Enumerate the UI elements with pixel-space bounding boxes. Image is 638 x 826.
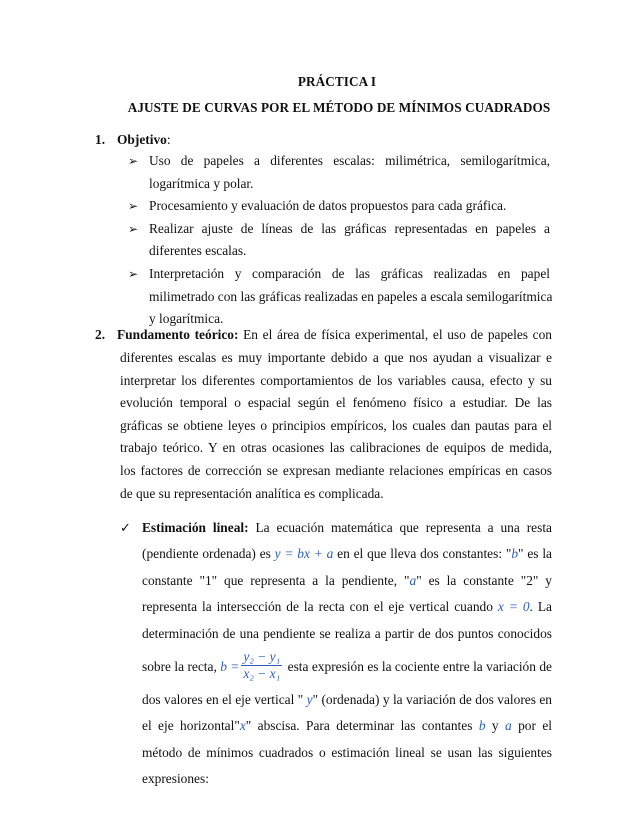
list-item (128, 150, 550, 195)
text-span: representa la intersección de la recta con el eje vertical cuando (142, 599, 498, 615)
symbol-a: a (505, 718, 512, 734)
text-line: determinación de una pendiente se realiza a partir de dos puntos conocidos (142, 625, 552, 641)
text-span: sobre la recta, (142, 659, 221, 675)
section-number: 1. (95, 132, 106, 147)
text-span: el eje horizontal" (142, 718, 240, 734)
text-line: de que su representación analítica es complicada. (120, 485, 384, 501)
text-line (142, 568, 552, 594)
text-span: . La (529, 599, 552, 615)
text-span: por el (511, 718, 552, 734)
text-line (142, 713, 552, 739)
text-span: en el que lleva dos constantes: " (333, 546, 512, 562)
text-line: expresiones: (142, 771, 209, 787)
page-subtitle: AJUSTE DE CURVAS POR EL MÉTODO DE MÍNIMOS CUADRADOS (127, 100, 551, 115)
arrow-bullet-icon: ➢ (128, 266, 139, 281)
section-number: 2. (95, 327, 106, 342)
text-line: gráficas se obtiene leyes o principios empíricos, los cuales dan pautas para el (120, 417, 552, 433)
section-title: Fundamento teórico: (117, 327, 239, 342)
slope-lhs: b = (220, 659, 240, 675)
text-line (142, 515, 552, 541)
slope-fraction (241, 649, 282, 682)
section-fundamento-first-line (95, 324, 552, 347)
text-line: diferentes escalas. (149, 243, 247, 259)
text-line: los factores de corrección se expresan mediante relaciones empíricas en casos (120, 462, 552, 478)
text-span: constante "1" que representa a la pendiente, " (142, 572, 410, 588)
text-span: " es la constante "2" y (416, 572, 553, 588)
text-line: y logarítmica. (149, 311, 224, 327)
text-line: Interpretación y comparación de las gráficas realizadas en papel (149, 265, 550, 281)
symbol-a: a (409, 572, 417, 588)
text-span: " es la (518, 546, 552, 562)
text-line: evolución temporal o espacial según el fenómeno físico a estudiar. De las (120, 395, 552, 411)
arrow-bullet-icon: ➢ (128, 154, 139, 168)
heading-colon: : (166, 132, 171, 147)
equation-x-zero: x = 0 (497, 599, 530, 615)
text-span: (pendiente ordenada) es (142, 546, 275, 562)
arrow-bullet-icon: ➢ (128, 221, 139, 236)
fraction-denominator: x₂ − x₁ (243, 666, 281, 682)
text-line: interpretar los diferentes comportamientos de los variables causa, efecto y su (120, 372, 552, 388)
symbol-b: b (511, 546, 519, 562)
text-line (142, 594, 552, 620)
text-span: La ecuación matemática que representa a una resta (248, 520, 552, 535)
page-title: PRÁCTICA I (297, 74, 377, 89)
section-title: Objetivo (117, 132, 167, 147)
paragraph-text: En el área de física experimental, el uso de papeles con (238, 327, 552, 342)
text-line (95, 324, 552, 347)
checkmark-icon: ✓ (120, 520, 131, 535)
text-span: " (ordenada) y la variación de dos valores en (312, 692, 552, 708)
list-item (128, 195, 550, 218)
text-line: trabajo teórico. Y en otras ocasiones las calibraciones de equipos de medida, (120, 440, 552, 456)
symbol-y: y (306, 692, 313, 708)
symbol-b: b (478, 718, 486, 734)
text-line (142, 541, 552, 567)
text-span: y (485, 718, 505, 734)
text-line: Procesamiento y evaluación de datos propuestos para cada gráfica. (149, 198, 507, 214)
text-line: método de mínimos cuadrados o estimación lineal se usan las siguientes (142, 744, 552, 760)
text-line: milimetrado con las gráficas realizadas en papeles a escala semilogarítmica (149, 288, 553, 304)
objetivo-bullet-list (128, 150, 553, 331)
estimacion-body (142, 515, 552, 793)
text-span: esta expresión es la cociente entre la variación de (284, 659, 552, 675)
subheading: Estimación lineal: (142, 520, 249, 535)
arrow-bullet-icon: ➢ (128, 199, 139, 214)
text-span: dos valores en el eje vertical " (142, 692, 307, 708)
fraction-numerator: y₂ − y₁ (243, 649, 281, 665)
list-item (128, 263, 553, 331)
list-item (128, 218, 550, 263)
section-objetivo-heading (95, 132, 171, 148)
symbol-x: x (239, 718, 246, 734)
fundamento-paragraph (120, 347, 552, 505)
text-line: Realizar ajuste de líneas de las gráficas representadas en papeles a (149, 220, 550, 236)
text-line: diferentes escalas es muy importante debido a que nos ayudan a visualizar e (120, 350, 552, 365)
equation-linear: y = bx + a (274, 546, 334, 562)
text-span: " abscisa. Para determinar las contantes (245, 718, 479, 734)
text-line (142, 687, 552, 713)
text-line (142, 647, 552, 687)
text-line: logarítmica y polar. (149, 175, 254, 191)
text-line: Uso de papeles a diferentes escalas: milimétrica, semilogarítmica, (149, 153, 550, 168)
